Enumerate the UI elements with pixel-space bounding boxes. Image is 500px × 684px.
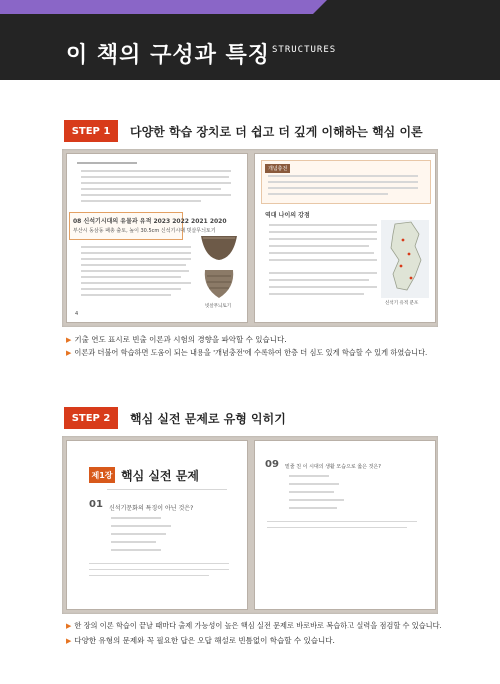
step2-book-spread [62, 436, 438, 614]
step2-right-page [254, 440, 436, 610]
bullet-triangle-icon: ▶ [66, 336, 72, 344]
step1-bullet-2: ▶ 이론과 더불어 학습하면 도움이 되는 내용을 '개념충전'에 수록하여 한층 더 심도 있게 학습할 수 있게 하였습니다. [66, 348, 428, 357]
pottery-photo-1 [199, 232, 239, 262]
step2-bullet-1: ▶ 한 장의 이론 학습이 끝날 때마다 출제 가능성이 높은 핵심 실전 문제로 바로바로 복습하고 실력을 점검할 수 있습니다. [66, 621, 442, 630]
left-page-number: 4 [75, 311, 79, 317]
bullet-triangle-icon: ▶ [66, 349, 72, 357]
era-callout [69, 212, 227, 240]
step2-heading: 핵심 실전 문제로 유형 익히기 [130, 412, 286, 426]
step1-left-page [66, 153, 248, 323]
accent-cut [313, 0, 500, 14]
pottery-caption: 빗살무늬토기 [205, 304, 232, 309]
question-01-text: 신석기문화의 특징이 아닌 것은? [109, 505, 194, 512]
step1-bullet-1: ▶ 기출 연도 표시로 빈출 이론과 시험의 경향을 파악할 수 있습니다. [66, 335, 287, 344]
site-map [381, 220, 429, 298]
callout-sub: 부산시 동삼동 패총 출토, 높이 30.5cm 신석기시대 빗살무늬토기 [73, 228, 216, 234]
step1-badge: STEP 1 [64, 120, 118, 142]
concept-box [261, 160, 431, 204]
callout-title: 08 신석기시대의 유물과 유적 2023 2022 2021 2020 [73, 218, 227, 225]
pottery-photo-2 [199, 268, 239, 300]
page-title-en: STRUCTURES [272, 45, 337, 55]
question-09-text: 밑줄 친 이 시대의 생활 모습으로 옳은 것은? [285, 464, 381, 470]
chapter-title: 핵심 실전 문제 [121, 469, 199, 483]
bullet-triangle-icon: ▶ [66, 637, 72, 645]
step2-left-page [66, 440, 248, 610]
bullet-triangle-icon: ▶ [66, 622, 72, 630]
step1-heading-row [64, 120, 434, 142]
map-caption: 신석기 유적 분포 [385, 301, 419, 306]
question-number-01: 01 [89, 499, 103, 510]
step2-bullet-2: ▶ 다양한 유형의 문제와 꼭 필요한 답은 오답 해설로 빈틈없이 학습할 수 있습니다. [66, 636, 335, 645]
concept-tab: 개념충전 [265, 164, 290, 173]
page-title: 이 책의 구성과 특징 [66, 43, 270, 68]
step1-book-spread [62, 149, 438, 327]
question-number-09: 09 [265, 459, 279, 470]
step2-badge: STEP 2 [64, 407, 118, 429]
right-subheading: 역대 나이의 강점 [265, 212, 310, 219]
step2-heading-row [64, 407, 434, 429]
step1-right-page [254, 153, 436, 323]
chapter-badge: 제1장 [89, 467, 115, 483]
step1-heading: 다양한 학습 장치로 더 쉽고 더 깊게 이해하는 핵심 이론 [130, 125, 423, 139]
